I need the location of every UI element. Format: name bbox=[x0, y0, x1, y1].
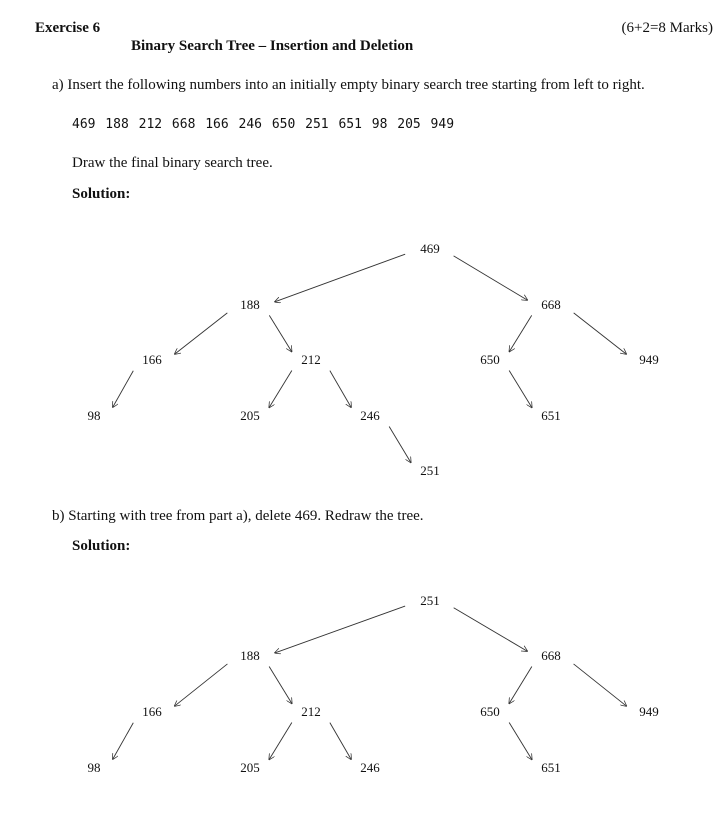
tree-b-edge-166-98 bbox=[113, 723, 134, 760]
tree-b-node-949: 949 bbox=[639, 703, 659, 719]
part-a-solution-label: Solution: bbox=[72, 186, 131, 202]
tree-a-node-251: 251 bbox=[420, 462, 440, 478]
part-b-solution-label: Solution: bbox=[72, 538, 131, 554]
insert-sequence: 469 188 212 668 166 246 650 251 651 98 205 949 bbox=[72, 117, 455, 132]
tree-a-node-212: 212 bbox=[301, 351, 321, 367]
tree-a-node-469: 469 bbox=[420, 240, 440, 256]
tree-b-node-651: 651 bbox=[541, 759, 561, 775]
exercise-subtitle: Binary Search Tree – Insertion and Deletion bbox=[131, 38, 414, 54]
tree-b-node-212: 212 bbox=[301, 703, 321, 719]
part-b-question: b) Starting with tree from part a), delete 469. Redraw the tree. bbox=[52, 508, 424, 524]
tree-b-edge-668-949 bbox=[574, 664, 627, 706]
tree-a-node-205: 205 bbox=[240, 407, 260, 423]
tree-a-node-246: 246 bbox=[360, 407, 380, 423]
tree-b-node-188: 188 bbox=[240, 647, 260, 663]
tree-a-node-98: 98 bbox=[87, 407, 101, 423]
tree-a-node-166: 166 bbox=[142, 351, 162, 367]
tree-b-node-246: 246 bbox=[360, 759, 380, 775]
exercise-title: Exercise 6 bbox=[35, 20, 101, 36]
tree-b-edge-188-212 bbox=[269, 666, 292, 703]
tree-b-node-251: 251 bbox=[420, 592, 440, 608]
tree-b-node-205: 205 bbox=[240, 759, 260, 775]
part-a-question: a) Insert the following numbers into an initially empty binary search tree starting from left to right. bbox=[52, 77, 645, 93]
marks-label: (6+2=8 Marks) bbox=[621, 20, 713, 36]
tree-a-node-668: 668 bbox=[541, 296, 561, 312]
tree-b-edge-251-188 bbox=[275, 606, 405, 653]
tree-b-node-166: 166 bbox=[142, 703, 162, 719]
tree-b-edge-668-650 bbox=[509, 666, 532, 703]
part-a-instruction: Draw the final binary search tree. bbox=[72, 155, 273, 171]
tree-a-node-651: 651 bbox=[541, 407, 561, 423]
tree-a-node-949: 949 bbox=[639, 351, 659, 367]
tree-b-node-650: 650 bbox=[480, 703, 500, 719]
tree-b-edge-212-205 bbox=[269, 722, 292, 759]
tree-b-node-668: 668 bbox=[541, 647, 561, 663]
tree-b-edge-650-651 bbox=[509, 722, 532, 759]
tree-b-node-98: 98 bbox=[87, 759, 101, 775]
tree-b-edge-188-166 bbox=[175, 664, 228, 706]
tree-a-node-650: 650 bbox=[480, 351, 500, 367]
tree-b-edge-212-246 bbox=[330, 723, 351, 760]
tree-a-node-188: 188 bbox=[240, 296, 260, 312]
tree-b-edge-251-668 bbox=[454, 608, 528, 651]
